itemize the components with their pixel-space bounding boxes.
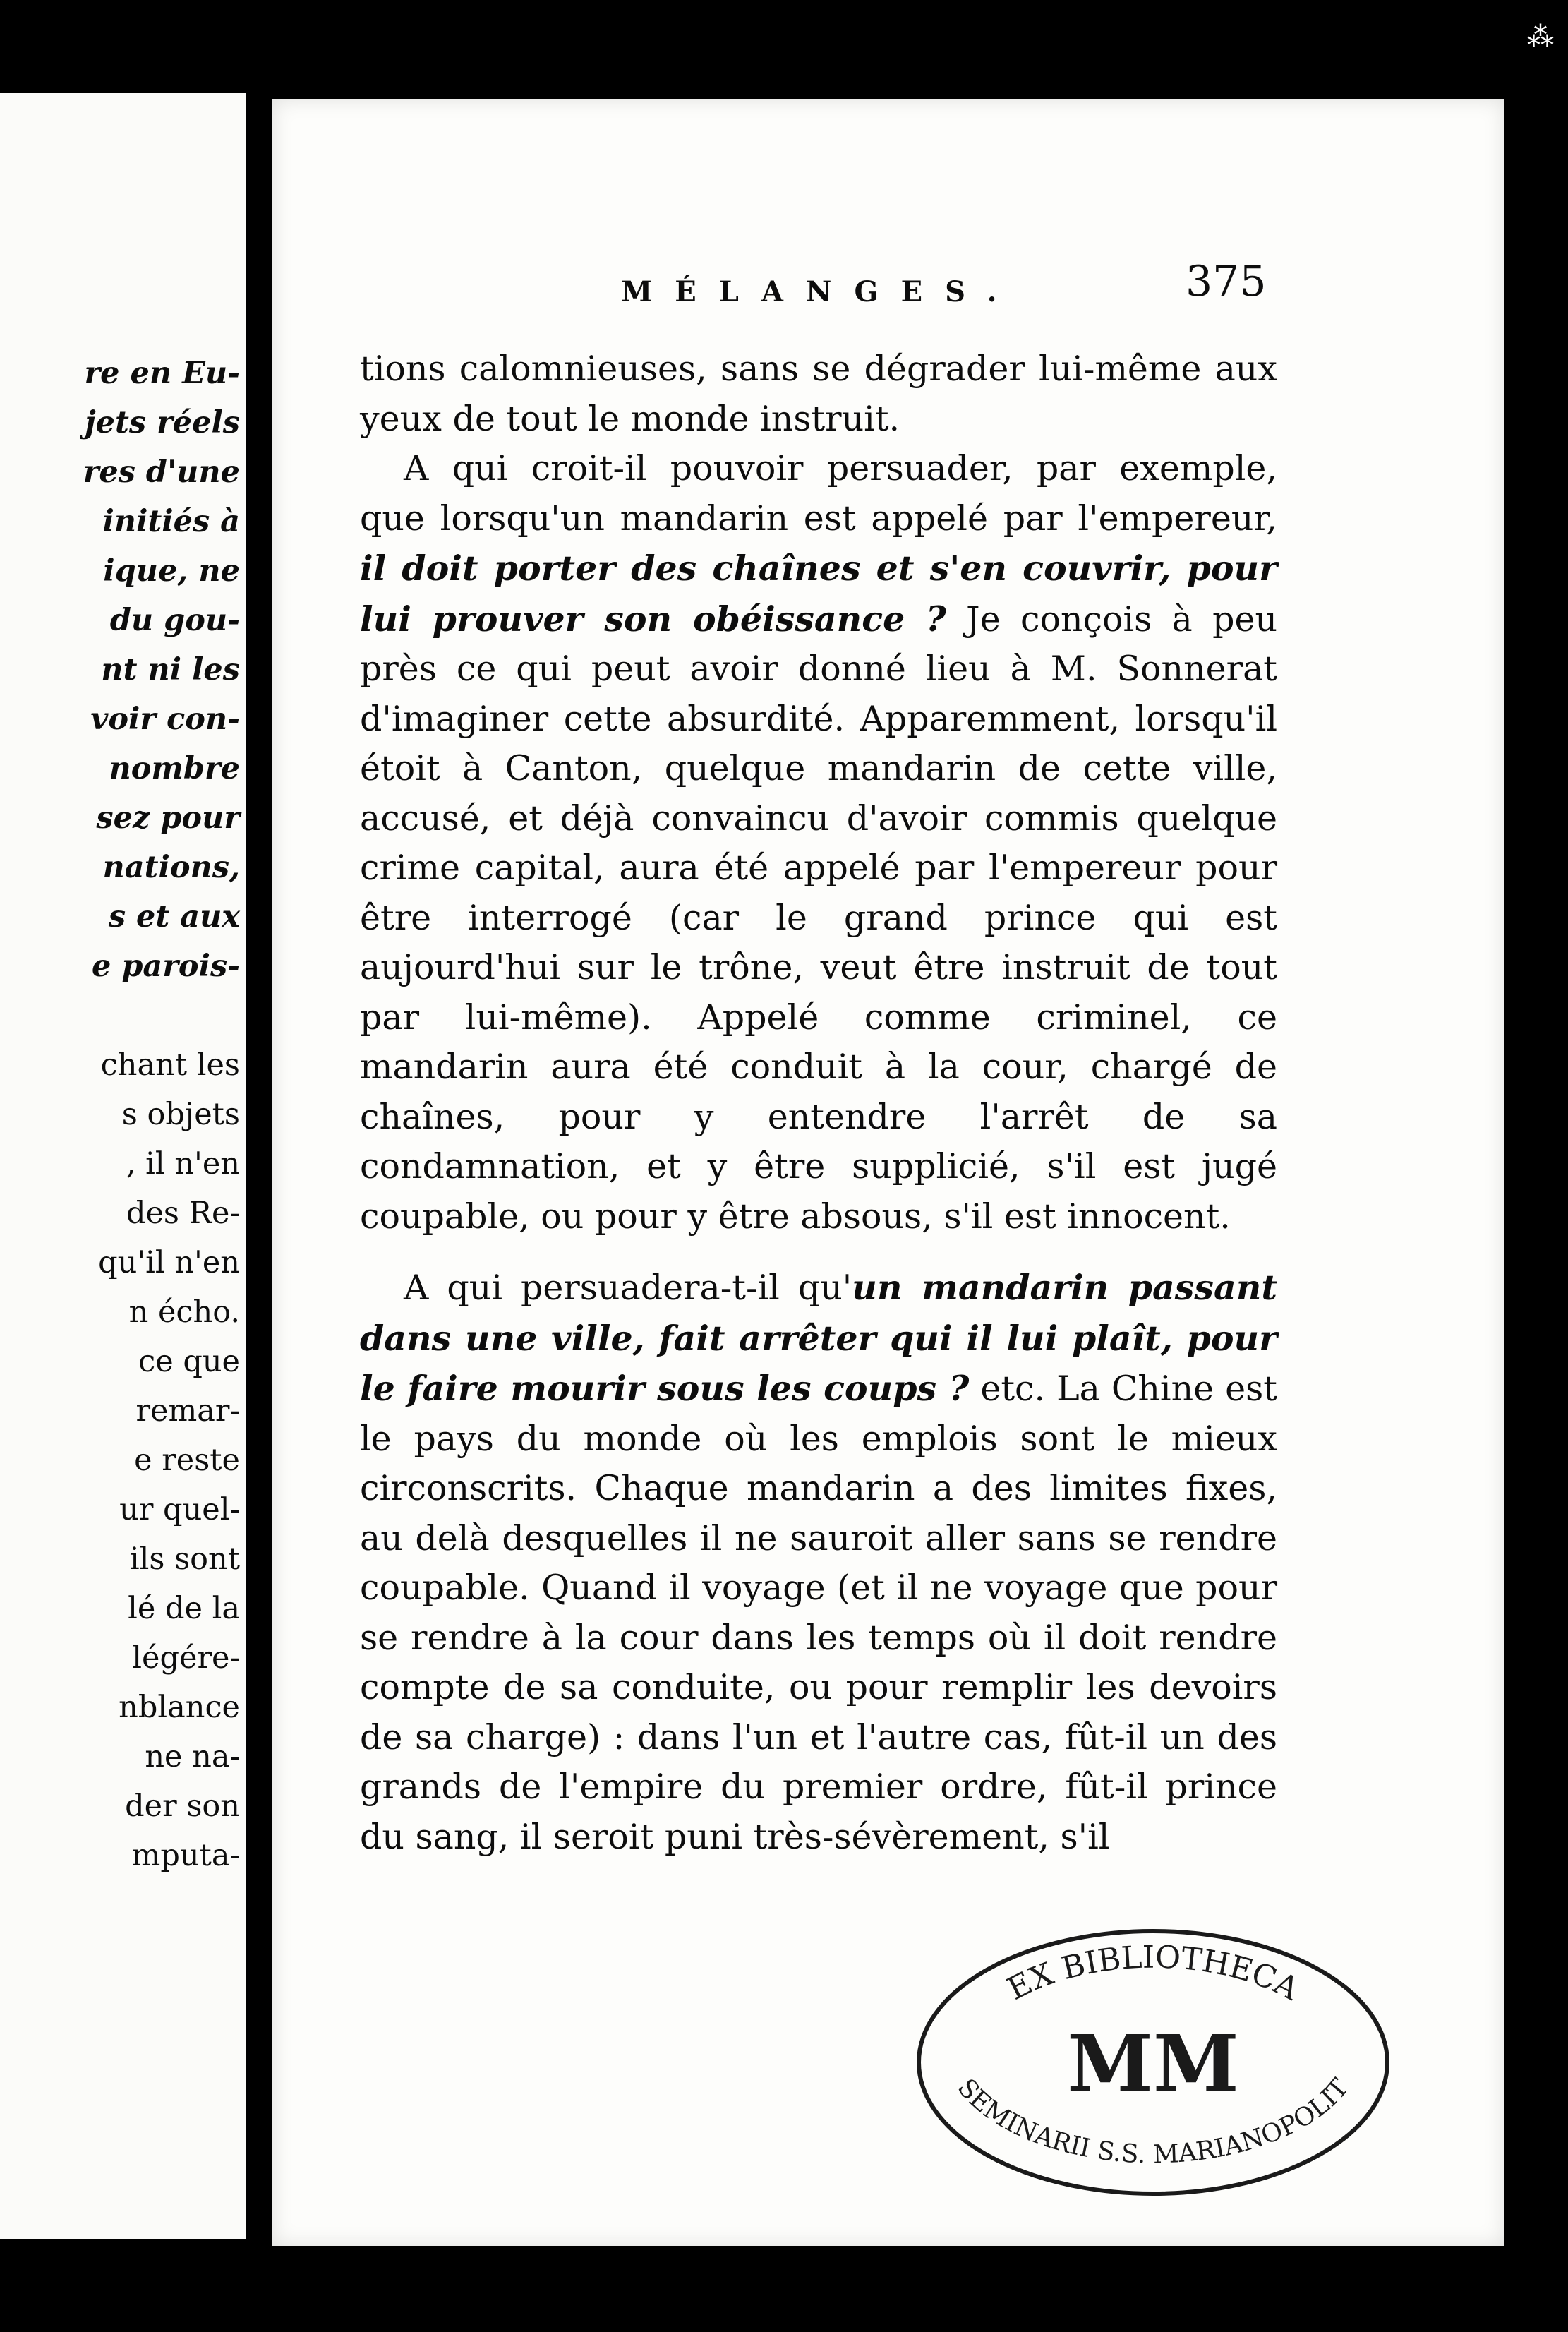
left-page-line: ne na- xyxy=(145,1739,240,1774)
left-page-line: ce que xyxy=(138,1344,240,1379)
paragraph-2-text-c: Je conçois à peu près ce qui peut avoir donné lieu à M. Sonnerat d'imaginer cette absurdité. Apparemment, lorsqu'il étoit à Canton, quelque mandarin de cette ville, accusé, et déjà convaincu d'avoir commis quelque crime capital, aura été appelé par l'empereur pour être interrogé (car le grand prince qui est aujourd'hui sur le trône, veut être instruit de tout par lui-même). Appelé comme criminel, ce mandarin aura été conduit à la cour, chargé de chaînes, pour y entendre l'arrêt de sa condamnation, et y être supplicié, s'il est jugé coupable, ou pour y être absous, s'il est innocent. xyxy=(360,599,1277,1237)
left-page-line: des Re- xyxy=(126,1196,240,1231)
left-page-line: s objets xyxy=(121,1097,240,1132)
left-page-line: , il n'en xyxy=(126,1146,240,1182)
stamp-top-text: EX BIBLIOTHECA xyxy=(1001,1939,1305,2008)
left-page-line: jets réels xyxy=(85,405,240,440)
left-page-line: sez pour xyxy=(96,800,240,836)
body-text xyxy=(360,344,1277,1862)
paragraph-3-quote: un mandarin passant dans une ville, fait arrêter qui il lui plaît, pour le faire mourir sous les coups ? xyxy=(360,1267,1277,1409)
left-page-line: qu'il n'en xyxy=(98,1245,240,1280)
left-page-line: légére- xyxy=(132,1640,240,1676)
left-page-line: ur quel- xyxy=(119,1492,240,1527)
left-page-line: nations, xyxy=(102,850,240,885)
left-page-line: s et aux xyxy=(108,899,240,934)
left-page-line: der son xyxy=(125,1789,240,1824)
left-page-line: du gou- xyxy=(109,603,240,638)
running-head: MÉLANGES. xyxy=(621,275,1020,308)
left-page-line: nombre xyxy=(109,751,240,786)
stamp-bottom-text: SEMINARII S.S. MARIANOPOLIT xyxy=(951,2073,1355,2170)
left-page-line: ils sont xyxy=(129,1541,240,1577)
left-page-line: remar- xyxy=(135,1393,240,1429)
left-page-line: re en Eu- xyxy=(84,356,240,391)
left-page-line: chant les xyxy=(100,1047,240,1083)
left-page-line: e parois- xyxy=(92,949,240,984)
left-page-line: nblance xyxy=(119,1690,240,1725)
left-page-line: nt ni les xyxy=(101,652,240,687)
paragraph-3-text-c: etc. La Chine est le pays du monde où les emplois sont le mieux circonscrits. Chaque mandarin a des limites fixes, au delà desquelles il ne sauroit aller sans se rendre coupable. Quand il voyage (et il ne voyage que pour se rendre à la cour dans les temps où il doit rendre compte de sa conduite, ou pour remplir les devoirs de sa charge) : dans l'un et l'autre cas, fût-il un des grands de l'empire du premier ordre, fût-il prince du sang, il seroit puni très-sévèrement, s'il xyxy=(360,1369,1278,1857)
left-page-line: e reste xyxy=(134,1443,240,1478)
paragraph-2-quote: il doit porter des chaînes et s'en couvrir, pour lui prouver son obéissance ? xyxy=(360,548,1277,639)
left-page-line: lé de la xyxy=(128,1591,240,1626)
stamp-monogram: MM xyxy=(1067,2018,1239,2109)
paragraph-2 xyxy=(360,444,1277,1242)
left-page-line: voir con- xyxy=(90,702,240,737)
paragraph-3-text-a: A qui persuadera-t-il qu' xyxy=(404,1268,852,1308)
left-page-line: initiés à xyxy=(102,504,240,539)
paragraph-1: tions calomnieuses, sans se dégrader lui-même aux yeux de tout le monde instruit. xyxy=(360,349,1277,439)
library-stamp xyxy=(909,1921,1397,2204)
paragraph-2-text-a: A qui croit-il pouvoir persuader, par exemple, que lorsqu'un mandarin est appelé par l'empereur, xyxy=(360,448,1277,539)
left-page-line: res d'une xyxy=(83,455,240,490)
page-number: 375 xyxy=(1186,257,1267,306)
left-page-line: mputa- xyxy=(131,1838,240,1873)
corner-mark: ⁂ xyxy=(1527,21,1554,52)
left-page-line: n écho. xyxy=(128,1294,240,1330)
left-page-line: ique, ne xyxy=(103,553,240,589)
paragraph-3 xyxy=(360,1263,1277,1862)
left-page xyxy=(0,93,246,2239)
